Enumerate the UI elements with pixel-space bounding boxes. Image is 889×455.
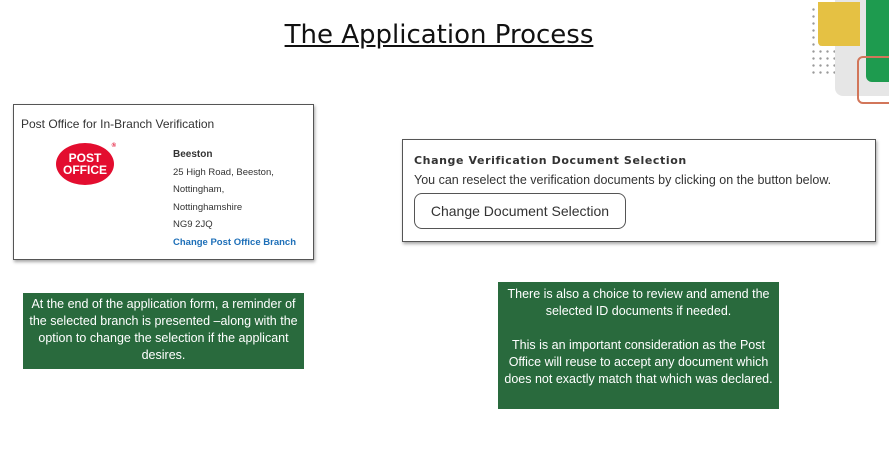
logo-line2: OFFICE [63,163,107,177]
address-line3: Nottinghamshire [173,201,243,213]
branch-name: Beeston [173,149,213,160]
registered-mark: ® [111,143,116,149]
document-selection-panel [402,139,876,242]
note2-paragraph2: This is an important consideration as the Post Office will reuse to accept any document which does not exactly match that which was declared. [504,338,773,386]
address-line2: Nottingham, [173,184,225,195]
branch-panel-heading: Post Office for In-Branch Verification [21,117,215,131]
post-office-logo [56,143,114,185]
change-branch-link[interactable]: Change Post Office Branch [173,236,296,248]
branch-address [173,146,296,251]
branch-panel [13,104,314,260]
postcode: NG9 2JQ [173,219,213,230]
orange-outline-decoration [857,56,889,104]
address-line1: 25 High Road, Beeston, [173,166,274,178]
note2-paragraph1: There is also a choice to review and amend the selected ID documents if needed. [507,287,770,318]
document-panel-description: You can reselect the verification documents by clicking on the button below. [414,173,832,187]
slide-title: The Application Process [284,20,594,50]
document-review-note [498,282,779,409]
logo-line1: POST [68,151,102,165]
branch-reminder-note: At the end of the application form, a reminder of the selected branch is presented –along with the option to change the selection if the applicant desires. [23,293,304,369]
change-document-selection-button[interactable]: Change Document Selection [414,193,626,229]
document-panel-heading: Change Verification Document Selection [414,154,687,167]
